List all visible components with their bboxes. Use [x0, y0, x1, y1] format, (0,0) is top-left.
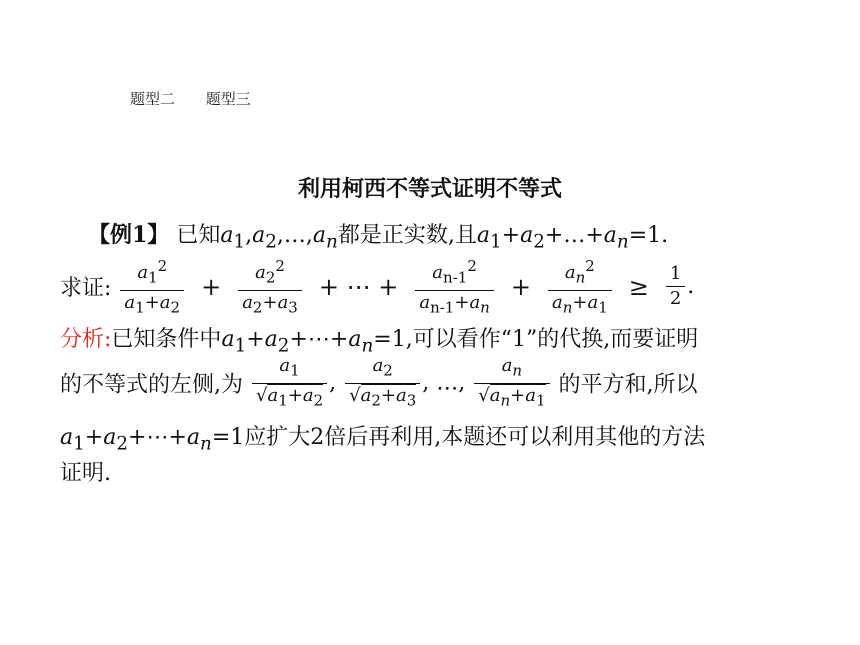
- analysis-line-3: $a_1+a_2+\cdots+a_n=1$应扩大2倍后再利用,本题还可以利用其他的方法: [60, 425, 706, 455]
- example-mid: 都是正实数,且: [337, 223, 477, 248]
- example-eq: =1.: [628, 223, 669, 248]
- page-title: 利用柯西不等式证明不等式: [297, 177, 562, 202]
- proof-label: 求证:: [60, 276, 112, 302]
- tab-type-2[interactable]: 题型二: [130, 90, 176, 108]
- example-intro: 已知: [176, 223, 221, 248]
- fraction-2: $\frac{a_2^2}{a_2+a_3}$: [238, 254, 302, 319]
- tab-type-3[interactable]: 题型三: [205, 90, 251, 108]
- example-statement: 【例1】 已知$a_1,a_2,\dots,a_n$都是正实数,且$a_1+a_2+\dots+a_n=1$.: [88, 222, 669, 253]
- analysis-line-4: 证明.: [60, 461, 111, 486]
- analysis-line-2: 的不等式的左侧,为 $\frac{a_1}{√a_1+a_2}$ , $\frac{a_2}{√a_2+a_3}$ , …, $\frac{a_n}{√a_n+a_1}$ 的平方和,所以: [60, 354, 698, 412]
- analysis-line-1: 分析:已知条件中$a_1+a_2+\cdots+a_n=1$,可以看作“1”的代换,而要证明: [60, 327, 699, 357]
- sqrt-fraction-n: $\frac{a_n}{√a_n+a_1}$: [474, 354, 549, 412]
- fraction-4: $\frac{a_n^2}{a_n+a_1}$: [548, 254, 612, 319]
- sqrt-fraction-1: $\frac{a_1}{√a_1+a_2}$: [252, 354, 327, 412]
- fraction-3: $\frac{a_{n-1}^2}{a_{n-1}+a_n}$: [415, 254, 494, 319]
- fraction-half: $\frac{1}{2}$: [666, 262, 685, 311]
- example-label: 【例1】: [88, 222, 170, 248]
- tab-bar: [130, 88, 277, 109]
- proof-statement: 求证: $\frac{a_1^2}{a_1+a_2}$ + $\frac{a_2^2}{a_2+a_3}$ + ⋯ + $\frac{a_{n-1}^2}{a_{n-1}+a_n}$ + $\frac{a_n^2}{a_n+a_1}$ ≥ $\frac{1}{2}$ .: [60, 254, 694, 319]
- sqrt-fraction-2: $\frac{a_2}{√a_2+a_3}$: [345, 354, 420, 412]
- geq-sign: ≥: [628, 272, 649, 301]
- analysis-label: 分析:: [60, 327, 112, 352]
- fraction-1: $\frac{a_1^2}{a_1+a_2}$: [120, 254, 184, 319]
